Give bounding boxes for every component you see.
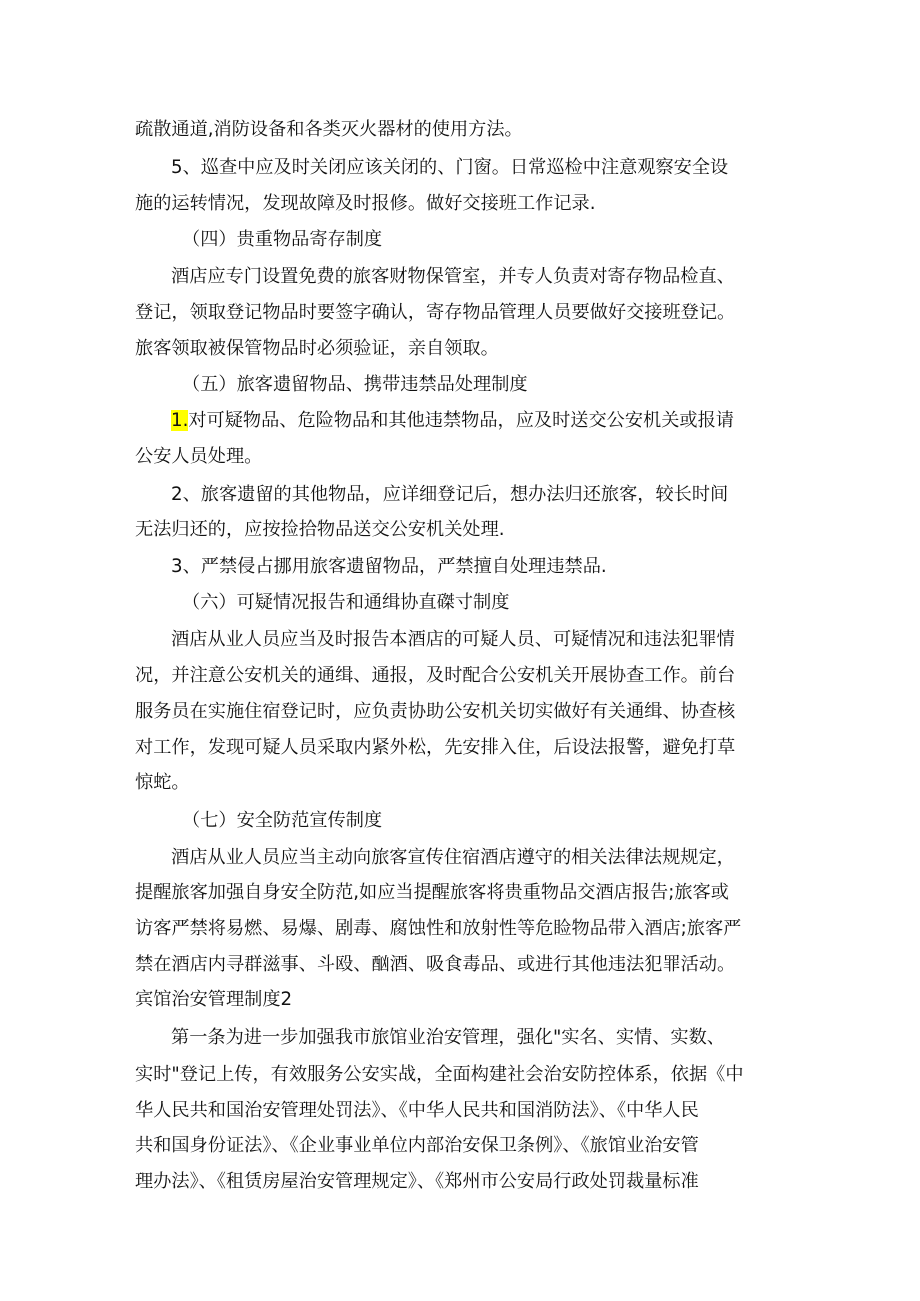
highlighted-number: 1. bbox=[171, 410, 189, 431]
document-title: 宾馆治安管理制度2 bbox=[135, 989, 293, 1010]
body-line: 施的运转情况，发现故障及时报修。做好交接班工作记录. bbox=[135, 193, 596, 214]
body-line: 访客严禁将易燃、易爆、剧毒、腐蚀性和放射性等危睑物品带入酒店;旅客严 bbox=[135, 918, 742, 939]
body-line: 惊蛇。 bbox=[135, 772, 190, 793]
body-line: 理办法》、《租赁房屋治安管理规定》、《郑州市公安局行政处罚裁量标准 bbox=[135, 1171, 699, 1192]
body-line: 旅客领取被保管物品时必须验证，亲自领取。 bbox=[135, 338, 499, 359]
body-line: 5、巡查中应及时关闭应该关闭的、门窗。日常巡检中注意观察安全设 bbox=[171, 157, 729, 178]
section-heading: （七）安全防范宣传制度 bbox=[182, 810, 383, 831]
body-line: 实时"登记上传，有效服务公安实战，全面构建社会治安防控体系，依据《中 bbox=[135, 1064, 744, 1085]
body-line: 对工作，发现可疑人员采取内紧外松，先安排入住，后设法报警，避免打草 bbox=[135, 737, 736, 758]
body-line-text: 对可疑物品、危险物品和其他违禁物品，应及时送交公安机关或报请 bbox=[188, 410, 734, 431]
body-line: 登记，领取登记物品时要签字确认，寄存物品管理人员要做好交接班登记。 bbox=[135, 302, 736, 323]
body-line: 3、严禁侵占挪用旅客遗留物品，严禁擅自处理违禁品. bbox=[171, 556, 607, 577]
body-line: 公安人员处理。 bbox=[135, 446, 263, 467]
body-line: 第一条为进一步加强我市旅馆业治安管理，强化"实名、实情、实数、 bbox=[171, 1027, 725, 1048]
body-line: 服务员在实施住宿登记时，应负责协助公安机关切实做好有关通缉、协查核 bbox=[135, 701, 736, 722]
body-line: 疏散通道,消防设备和各类灭火器材的使用方法。 bbox=[135, 119, 523, 140]
body-line: 共和国身份证法》、《企业事业单位内部治安保卫条例》、《旅馆业治安管 bbox=[135, 1135, 699, 1156]
body-line bbox=[171, 408, 734, 434]
section-heading: （五）旅客遗留物品、携带违禁品处理制度 bbox=[182, 374, 528, 395]
body-line: 提醒旅客加强自身安全防范,如应当提醒旅客将贵重物品交酒店报告;旅客或 bbox=[135, 882, 729, 903]
body-line: 酒店从业人员应当及时报告本酒店的可疑人员、可疑情况和违法犯罪情 bbox=[171, 629, 735, 650]
body-line: 酒店从业人员应当主动向旅客宣传住宿酒店遵守的相关法律法规规定， bbox=[171, 847, 735, 868]
body-line: 2、旅客遗留的其他物品，应详细登记后，想办法归还旅客，较长时间 bbox=[171, 484, 729, 505]
section-heading: （四）贵重物品寄存制度 bbox=[182, 229, 383, 250]
body-line: 无法归还的，应按捡拾物品送交公安机关处理. bbox=[135, 519, 505, 540]
body-line: 华人民共和国治安管理处罚法》、《中华人民共和国消防法》、《中华人民 bbox=[135, 1100, 699, 1121]
body-line: 禁在酒店内寻群滋事、斗殴、酗酒、吸食毒品、或进行其他违法犯罪活动。 bbox=[135, 954, 736, 975]
body-line: 况，并注意公安机关的通缉、通报，及时配合公安机关开展协查工作。前台 bbox=[135, 665, 736, 686]
section-heading: （六）可疑情况报告和通缉协直磔寸制度 bbox=[182, 592, 510, 613]
body-line: 酒店应专门设置免费的旅客财物保管室，并专人负责对寄存物品检直、 bbox=[171, 266, 735, 287]
